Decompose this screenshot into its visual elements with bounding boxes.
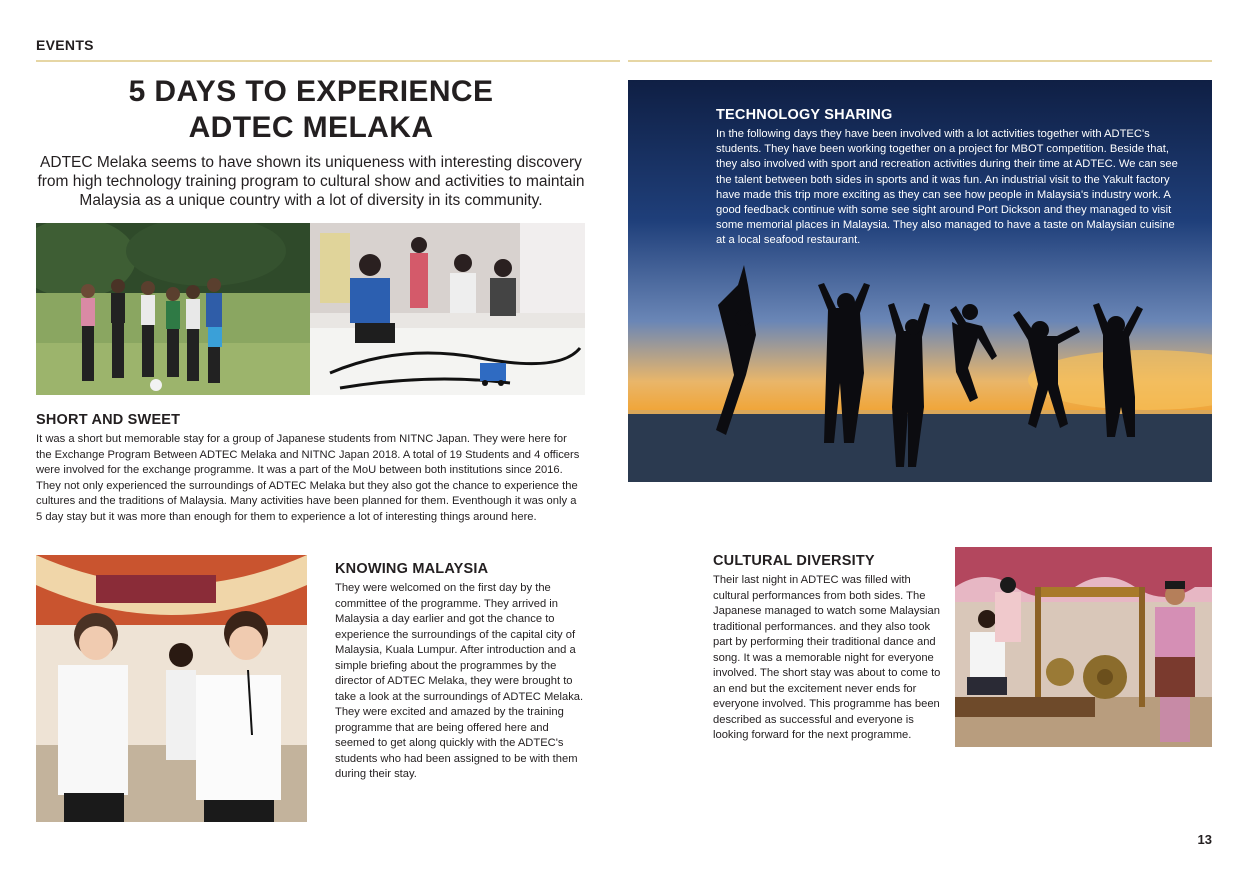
page-title-line1: 5 DAYS TO EXPERIENCE	[128, 75, 494, 108]
cultural-diversity-body: Their last night in ADTEC was filled with cultural performances from both sides. The Japanese managed to watch some Malaysian traditional performances. and they also took part by performing their traditional dance and song. It was a memorable night for everyone involved. The short stay was about to come to an end but the excitement never ends for everyone involved. This programme has been described as successful and everyone is looking forward for the next programme.	[713, 574, 941, 741]
photo-robot-workshop-image	[310, 223, 585, 395]
photo-football-group	[36, 223, 310, 395]
intro-paragraph: ADTEC Melaka seems to have shown its uniqueness with interesting discovery from high technology training program to cultural show and activities to maintain Malaysia as a unique country with a lot of diversity in its community.	[37, 154, 585, 209]
short-and-sweet-heading: SHORT AND SWEET	[36, 412, 181, 428]
page-number: 13	[1197, 832, 1212, 847]
knowing-malaysia-body: They were welcomed on the first day by the committee of the programme. They arrived in Malaysia a day earlier and got the chance to experience the surroundings of the capital city of Malaysia, Kuala Lumpur. After introduction and a simple briefing about the programmes by the director of ADTEC Melaka, they were brought to take a look at the surroundings of ADTEC Melaka. They were excited and amazed by the training programme that are being offered here and seemed to get along quickly with the ADTEC's students who had been assigned to be with them during their stay.	[335, 582, 584, 780]
technology-sharing-body: In the following days they have been involved with a lot activities together with ADTEC's students. They have been working together on a project for MBOT competition. Beside that, they also involved with sport and recreation activities during their time at ADTEC. We can see the talent between both sides in sports and it was fun. An industrial visit to the Yakult factory have made this trip more exciting as they can see how people in Malaysia's industry work. A good feedback continue with some see sight around Port Dickson and they managed to visit some memorial places in Malaysia. They also managed to have a taste on Malaysian cuisine at a local seafood restaurant.	[716, 128, 1178, 247]
photo-sunset-jump	[628, 80, 1212, 482]
photo-football-group-image	[36, 223, 310, 395]
photo-japanese-students-dance	[36, 555, 307, 822]
photo-gamelan-performance-image	[955, 547, 1212, 747]
short-and-sweet-body: It was a short but memorable stay for a group of Japanese students from NITNC Japan. They were here for the Exchange Program Between ADTEC Melaka and NITNC Japan 2018. A total of 19 Students and 4 officers were involved for the exchange programme. It was a part of the MoU between both institutions since 2016. They not only experienced the surroundings of ADTEC Melaka but they also got the chance to experience the cultures and the traditions of Malaysia. Many activities have been planned for them. Eventhough it was only a 5 day stay but it was more than enough for them to experience a lot of interesting things around here.	[36, 433, 580, 523]
cultural-diversity-heading: CULTURAL DIVERSITY	[713, 553, 875, 569]
photo-robot-workshop	[310, 223, 585, 395]
page-title-line2: ADTEC MELAKA	[188, 111, 434, 144]
knowing-malaysia-heading: KNOWING MALAYSIA	[335, 561, 489, 577]
photo-japanese-students-dance-image	[36, 555, 307, 822]
technology-sharing-heading: TECHNOLOGY SHARING	[716, 107, 893, 123]
header-rule-right	[628, 60, 1212, 62]
section-label: EVENTS	[36, 37, 94, 53]
header-rule-left	[36, 60, 620, 62]
page-title	[36, 74, 586, 146]
photo-gamelan-performance	[955, 547, 1212, 747]
